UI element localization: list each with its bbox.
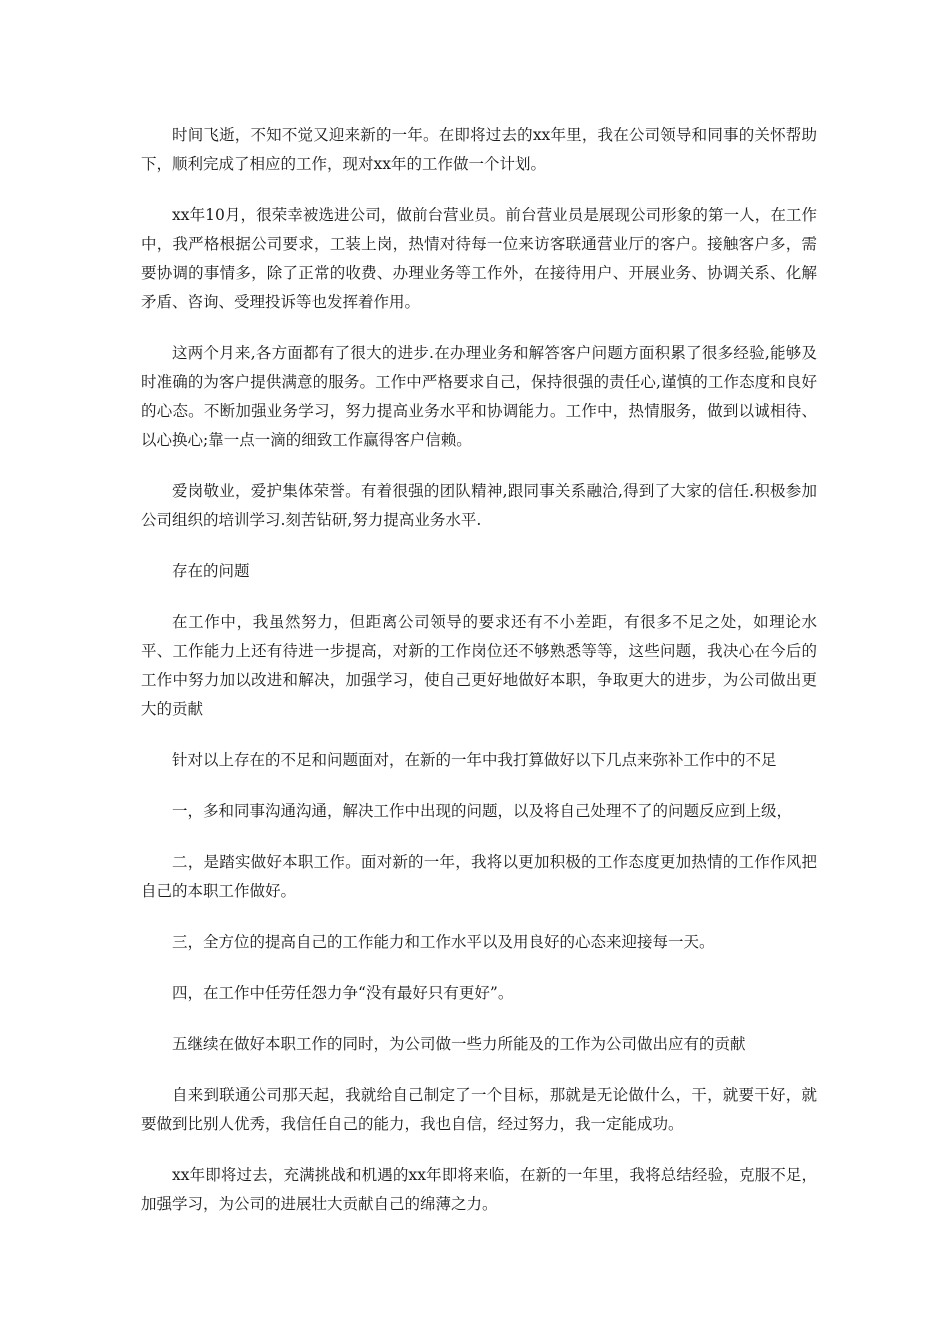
document-body — [141, 121, 817, 1241]
plan-item-5: 五继续在做好本职工作的同时，为公司做一些力所能及的工作为公司做出应有的贡献 — [172, 1035, 746, 1053]
paragraph-problems: 在工作中，我虽然努力，但距离公司领导的要求还有不小差距，有很多不足之处，如理论水平、工作能力上还有待进一步提高，对新的工作岗位还不够熟悉等等，这些问题，我决心在今后的工作中努力加以改进和解决，加强学习，使自己更好地做好本职，争取更大的进步，为公司做出更大的贡献 — [141, 613, 817, 718]
paragraph-joining: xx年10月，很荣幸被选进公司，做前台营业员。前台营业员是展现公司形象的第一人，在工作中，我严格根据公司要求，工装上岗，热情对待每一位来访客联通营业厅的客户。接触客户多，需要协调的事情多，除了正常的收费、办理业务等工作外，在接待用户、开展业务、协调关系、化解矛盾、咨询、受理投诉等也发挥着作用。 — [141, 206, 817, 311]
plan-item-4: 四，在工作中任劳任怨力争“没有最好只有更好”。 — [172, 984, 514, 1002]
plan-item-2: 二，是踏实做好本职工作。面对新的一年，我将以更加积极的工作态度更加热情的工作作风把自己的本职工作做好。 — [141, 853, 817, 900]
paragraph-intro: 时间飞逝，不知不觉又迎来新的一年。在即将过去的xx年里，我在公司领导和同事的关怀帮助下，顺利完成了相应的工作，现对xx年的工作做一个计划。 — [141, 126, 817, 173]
section-heading-problems: 存在的问题 — [172, 562, 250, 580]
paragraph-plan-intro: 针对以上存在的不足和问题面对，在新的一年中我打算做好以下几点来弥补工作中的不足 — [172, 751, 777, 769]
paragraph-progress: 这两个月来,各方面都有了很大的进步.在办理业务和解答客户问题方面积累了很多经验,能够及时准确的为客户提供满意的服务。工作中严格要求自己，保持很强的责任心,谨慎的工作态度和良好的心态。不断加强业务学习，努力提高业务水平和协调能力。工作中，热情服务，做到以诚相待、以心换心;靠一点一滴的细致工作赢得客户信赖。 — [141, 344, 817, 449]
paragraph-closing: xx年即将过去，充满挑战和机遇的xx年即将来临，在新的一年里，我将总结经验，克服不足，加强学习，为公司的进展壮大贡献自己的绵薄之力。 — [141, 1166, 818, 1213]
plan-item-1: 一，多和同事沟通沟通，解决工作中出现的问题，以及将自己处理不了的问题反应到上级， — [172, 802, 793, 820]
paragraph-goal: 自来到联通公司那天起，我就给自己制定了一个目标，那就是无论做什么，干，就要干好，就要做到比别人优秀，我信任自己的能力，我也自信，经过努力，我一定能成功。 — [141, 1086, 817, 1133]
paragraph-dedication: 爱岗敬业，爱护集体荣誉。有着很强的团队精神,跟同事关系融洽,得到了大家的信任.积极参加公司组织的培训学习.刻苦钻研,努力提高业务水平. — [141, 482, 817, 529]
plan-item-3: 三，全方位的提高自己的工作能力和工作水平以及用良好的心态来迎接每一天。 — [172, 933, 715, 951]
